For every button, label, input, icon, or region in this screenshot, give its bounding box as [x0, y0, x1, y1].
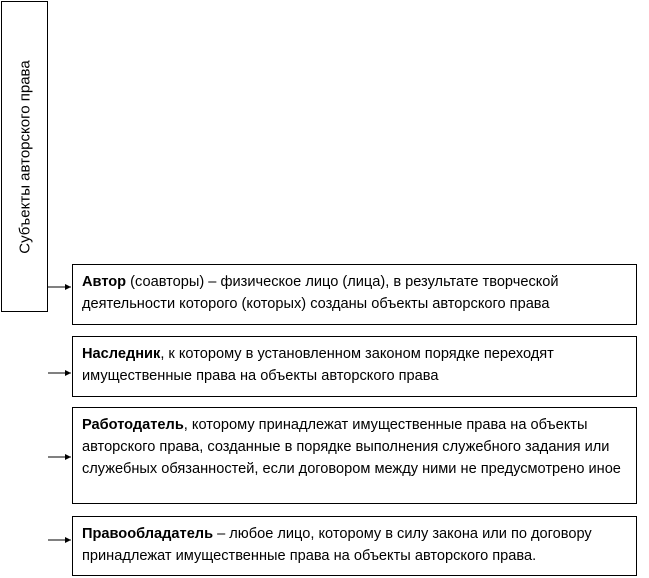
author-description: (соавторы) – физическое лицо (лица), в результате творческой деятельности которого (которых) созданы объекты авторского права	[82, 274, 559, 312]
rightholder-description: – любое лицо, которому в силу закона или по договору принадлежат имущественные права на объекты авторского права.	[82, 526, 592, 564]
heir-description: , к которому в установленном законом порядке переходят имущественные права на объекты авторского права	[82, 346, 554, 384]
subjects-title: Субъекты авторского права	[16, 59, 33, 254]
employer-box	[72, 407, 637, 504]
subjects-title-box	[1, 1, 48, 312]
author-box	[72, 264, 637, 325]
rightholder-term: Правообладатель	[82, 526, 214, 542]
author-term: Автор	[82, 274, 127, 290]
employer-term: Работодатель	[82, 417, 184, 433]
employer-description: , которому принадлежат имущественные права на объекты авторского права, созданные в порядке выполнения служебного задания или служебных обязанностей, если договором между ними не предусмотрено иное	[82, 417, 621, 477]
rightholder-box	[72, 516, 637, 576]
heir-term: Наследник	[82, 346, 161, 362]
heir-box	[72, 336, 637, 397]
